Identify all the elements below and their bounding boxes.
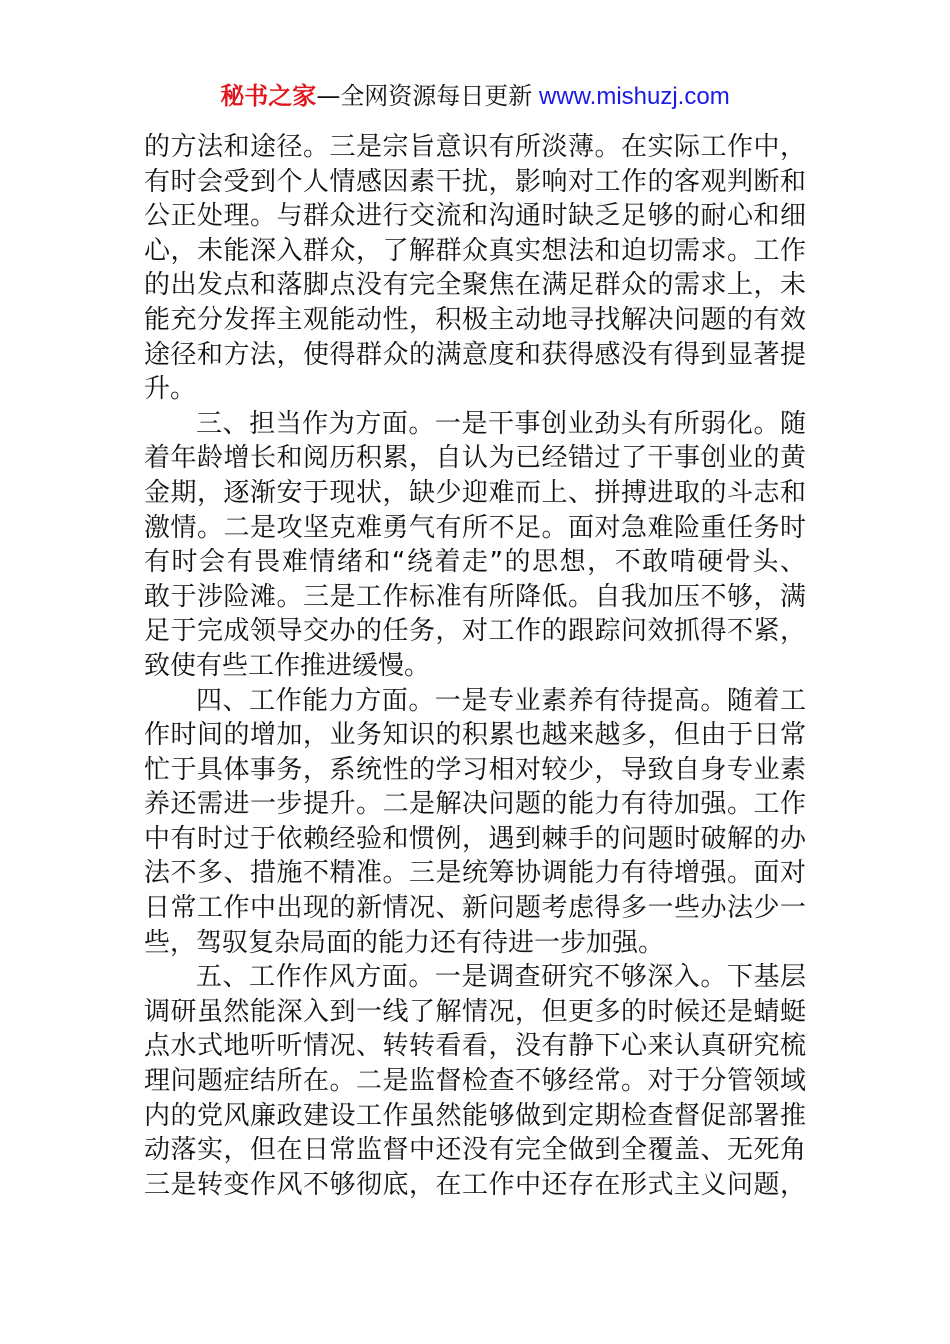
text-line: 敢于涉险滩。三是工作标准有所降低。自我加压不够，满 xyxy=(144,581,806,612)
text-line: 能充分发挥主观能动性，积极主动地寻找解决问题的有效 xyxy=(144,304,806,335)
text-line: 点水式地听听情况、转转看看，没有静下心来认真研究梳 xyxy=(144,1031,806,1062)
text-line: 着年龄增长和阅历积累，自认为已经错过了干事创业的黄 xyxy=(144,443,806,474)
text-line: 法不多、措施不精准。三是统筹协调能力有待增强。面对 xyxy=(144,858,806,889)
site-header xyxy=(0,80,950,113)
text-line: 日常工作中出现的新情况、新问题考虑得多一些办法少一 xyxy=(144,893,806,924)
text-line: 内的党风廉政建设工作虽然能够做到定期检查督促部署推 xyxy=(144,1100,806,1131)
text-line: 有时会有畏难情绪和“绕着走”的思想，不敢啃硬骨头、 xyxy=(144,547,806,578)
text-line: 些，驾驭复杂局面的能力还有待进一步加强。 xyxy=(144,927,665,958)
text-line: 的出发点和落脚点没有完全聚焦在满足群众的需求上，未 xyxy=(144,270,806,301)
text-line: 升。 xyxy=(144,374,197,405)
text-line: 金期，逐渐安于现状，缺少迎难而上、拼搏进取的斗志和 xyxy=(144,477,806,508)
text-line: 理问题症结所在。二是监督检查不够经常。对于分管领域 xyxy=(144,1066,806,1097)
text-line: 足于完成领导交办的任务，对工作的跟踪问效抓得不紧， xyxy=(144,616,806,647)
paragraph-start-line: 四、工作能力方面。一是专业素养有待提高。随着工 xyxy=(196,685,806,716)
text-line: 心，未能深入群众，了解群众真实想法和迫切需求。工作 xyxy=(144,235,806,266)
text-line: 中有时过于依赖经验和惯例，遇到棘手的问题时破解的办 xyxy=(144,823,806,854)
site-brand: 秘书之家 xyxy=(220,82,317,110)
text-line: 的方法和途径。三是宗旨意识有所淡薄。在实际工作中， xyxy=(144,132,806,162)
text-line: 忙于具体事务，系统性的学习相对较少，导致自身专业素 xyxy=(144,754,806,785)
text-line: 养还需进一步提升。二是解决问题的能力有待加强。工作 xyxy=(144,789,806,820)
text-line: 三是转变作风不够彻底，在工作中还存在形式主义问题， xyxy=(144,1169,806,1200)
document-body xyxy=(144,130,806,1202)
text-line: 作时间的增加，业务知识的积累也越来越多，但由于日常 xyxy=(144,720,806,751)
text-line: 动落实，但在日常监督中还没有完全做到全覆盖、无死角 xyxy=(144,1135,806,1166)
site-url-link[interactable]: www.mishuzj.com xyxy=(532,83,730,110)
text-line: 激情。二是攻坚克难勇气有所不足。面对急难险重任务时 xyxy=(144,512,806,543)
site-tagline: —全网资源每日更新 xyxy=(316,82,533,110)
text-line: 调研虽然能深入到一线了解情况，但更多的时候还是蜻蜓 xyxy=(144,996,806,1027)
text-line: 有时会受到个人情感因素干扰，影响对工作的客观判断和 xyxy=(144,166,806,197)
text-line: 公正处理。与群众进行交流和沟通时缺乏足够的耐心和细 xyxy=(144,201,806,232)
text-line: 致使有些工作推进缓慢。 xyxy=(144,650,431,681)
text-line: 途径和方法，使得群众的满意度和获得感没有得到显著提 xyxy=(144,339,806,370)
paragraph-start-line: 三、担当作为方面。一是干事创业劲头有所弱化。随 xyxy=(196,408,806,439)
paragraph-start-line: 五、工作作风方面。一是调查研究不够深入。下基层 xyxy=(196,962,806,993)
